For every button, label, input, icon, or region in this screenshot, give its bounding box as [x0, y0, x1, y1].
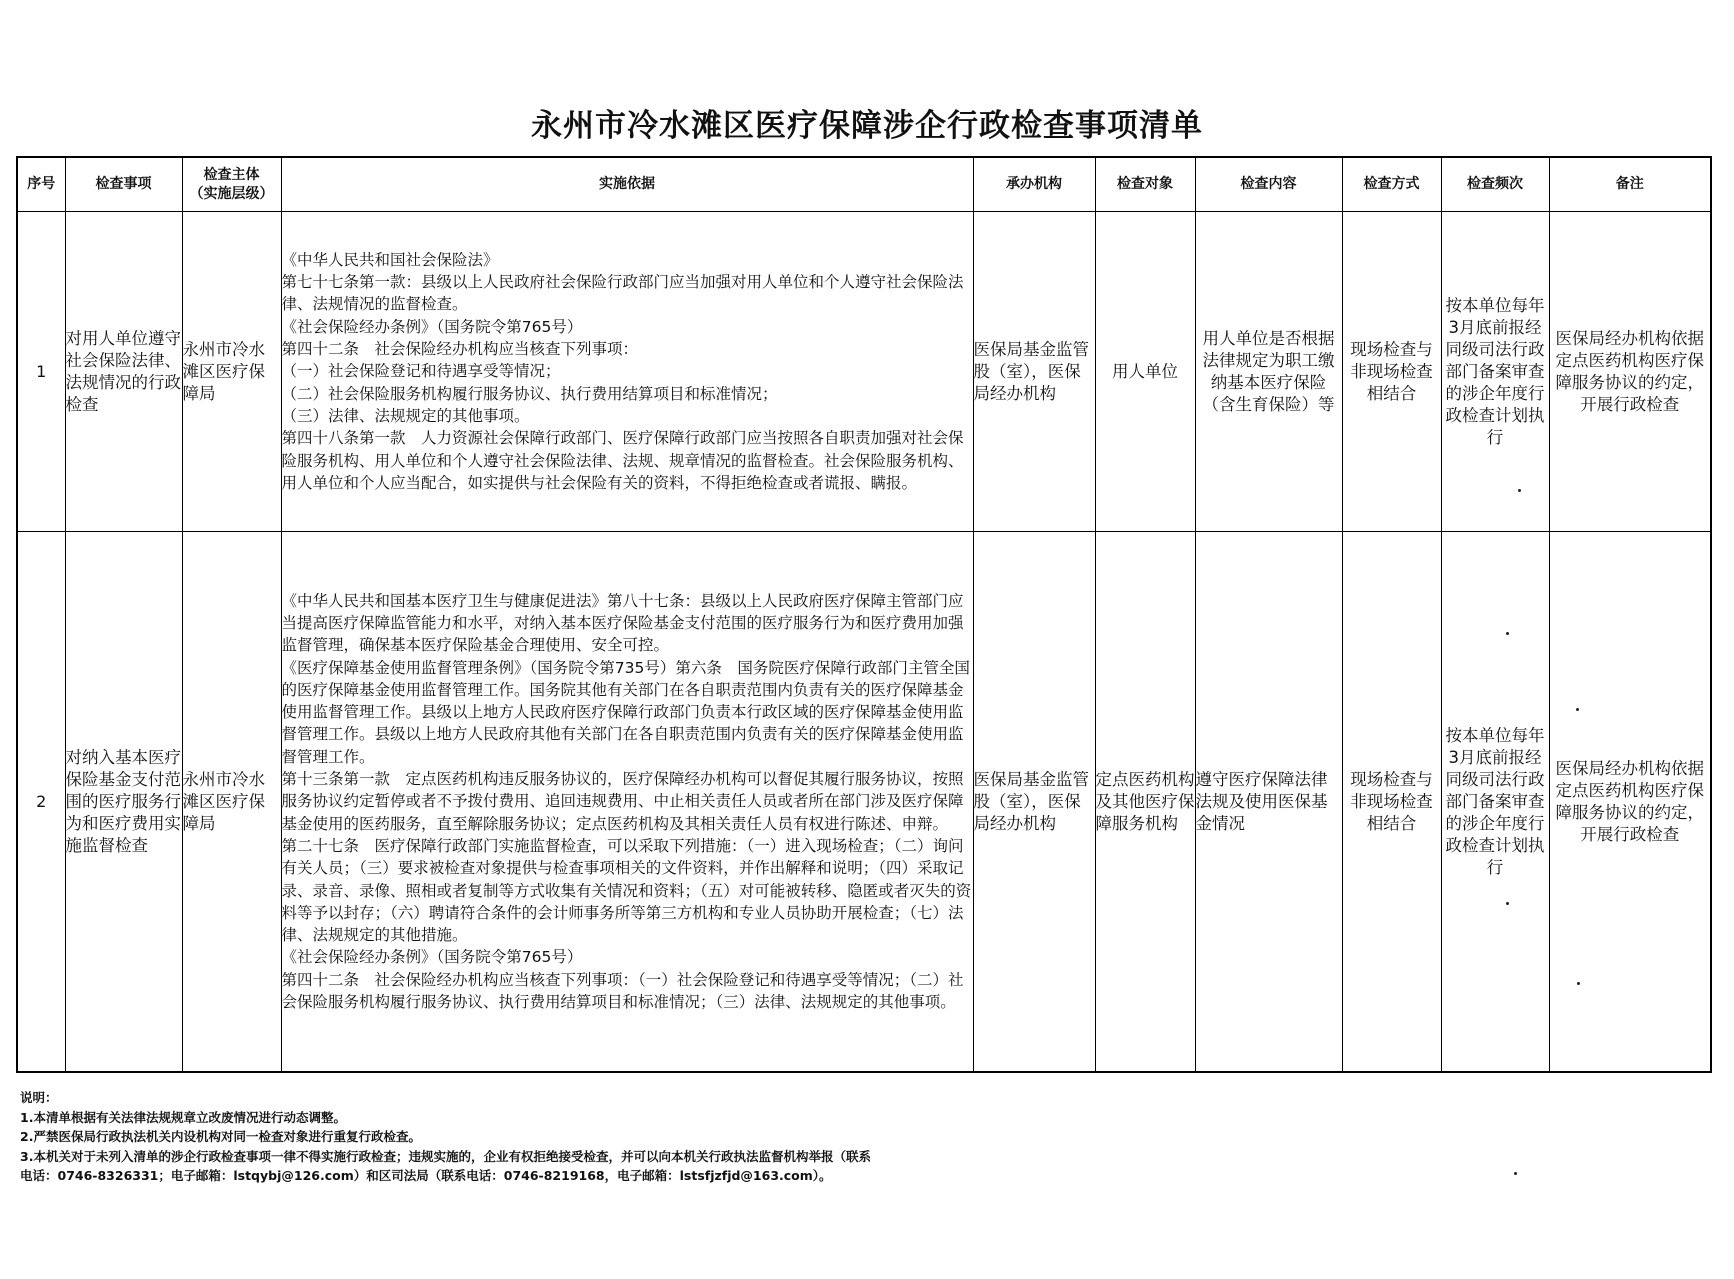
table-row [17, 212, 1711, 532]
note-line: 3.本机关对于未列入清单的涉企行政检查事项一律不得实施行政检查；违规实施的，企业有权拒绝接受检查，并可以向本机关行政执法监督机构举报（联系 [20, 1148, 871, 1164]
row-frequency: 按本单位每年3月底前报经同级司法行政部门备案审查的涉企年度行政检查计划执行 [1441, 532, 1549, 1073]
row-content: 用人单位是否根据法律规定为职工缴纳基本医疗保险（含生育保险）等 [1195, 212, 1342, 532]
row-remark: 医保局经办机构依据定点医药机构医疗保障服务协议的约定，开展行政检查 [1549, 212, 1711, 532]
row-basis [281, 212, 973, 532]
row-frequency: 按本单位每年3月底前报经同级司法行政部门备案审查的涉企年度行政检查计划执行 [1441, 212, 1549, 532]
basis-line: 第四十二条 社会保险经办机构应当核查下列事项：（一）社会保险登记和待遇享受等情况；（二）社会保险服务机构履行服务协议、执行费用结算项目和标准情况；（三）法律、法规规定的其他事项。 [281, 970, 964, 1012]
basis-line: （一）社会保险登记和待遇享受等情况； [281, 362, 561, 381]
row-target: 用人单位 [1095, 212, 1195, 532]
notes-section [20, 1088, 1620, 1186]
row-item: 对纳入基本医疗保险基金支付范围的医疗服务行为和医疗费用实施监督检查 [65, 532, 182, 1073]
basis-line: 第四十二条 社会保险经办机构应当核查下列事项： [281, 340, 639, 359]
note-line: 1.本清单根据有关法律法规规章立改废情况进行动态调整。 [20, 1109, 346, 1125]
header-basis: 实施依据 [281, 157, 973, 212]
basis-line: （三）法律、法规规定的其他事项。 [281, 406, 530, 425]
row-target: 定点医药机构及其他医疗保障服务机构 [1095, 532, 1195, 1073]
row-no: 2 [17, 532, 65, 1073]
row-content: 遵守医疗保障法律法规及使用医保基金情况 [1195, 532, 1342, 1073]
inspection-table [16, 156, 1712, 1073]
row-remark: 医保局经办机构依据定点医药机构医疗保障服务协议的约定，开展行政检查 [1549, 532, 1711, 1073]
basis-line: 《社会保险经办条例》（国务院令第765号） [281, 948, 583, 967]
scan-speck [1576, 708, 1579, 711]
basis-line: 《医疗保障基金使用监督管理条例》（国务院令第735号）第六条 国务院医疗保障行政部门主管全国的医疗保障基金使用监督管理工作。国务院其他有关部门在各自职责范围内负责有关的医疗保障基金使用监督管理工作。县级以上地方人民政府医疗保障行政部门负责本行政区域的医疗保障基金使用监督管理工作。县级以上地方人民政府其他有关部门在各自职责范围内负责有关的医疗保障基金使用监督管理工作。 [281, 658, 970, 766]
scan-speck [1514, 1172, 1517, 1175]
scan-speck [1506, 902, 1509, 905]
basis-line: 第四十八条第一款 人力资源社会保障行政部门、医疗保障行政部门应当按照各自职责加强对社会保险服务机构、用人单位和个人遵守社会保险法律、法规、规章情况的监督检查。社会保险服务机构、用人单位和个人应当配合，如实提供与社会保险有关的资料，不得拒绝检查或者谎报、瞒报。 [281, 429, 964, 492]
row-method: 现场检查与非现场检查相结合 [1342, 212, 1441, 532]
header-item: 检查事项 [65, 157, 182, 212]
basis-line: （二）社会保险服务机构履行服务协议、执行费用结算项目和标准情况； [281, 384, 778, 403]
basis-line: 《中华人民共和国基本医疗卫生与健康促进法》第八十七条：县级以上人民政府医疗保障主管部门应当提高医疗保障监管能力和水平，对纳入基本医疗保险基金支付范围的医疗服务行为和医疗费用加强监督管理，确保基本医疗保险基金合理使用、安全可控。 [281, 591, 964, 655]
scan-speck [1506, 632, 1509, 635]
header-remark: 备注 [1549, 157, 1711, 212]
notes-heading: 说明： [20, 1090, 58, 1105]
scan-speck [1577, 982, 1580, 985]
page-title: 永州市冷水滩区医疗保障涉企行政检查事项清单 [531, 108, 1203, 144]
row-no: 1 [17, 212, 65, 532]
table-header-row [17, 157, 1711, 212]
basis-line: 第十三条第一款 定点医药机构违反服务协议的，医疗保障经办机构可以督促其履行服务协议，按照服务协议约定暂停或者不予拨付费用、追回违规费用、中止相关责任人员或者所在部门涉及医疗保障基金使用的医药服务，直至解除服务协议；定点医药机构及其相关责任人员有权进行陈述、申辩。 [281, 770, 964, 833]
header-frequency: 检查频次 [1441, 157, 1549, 212]
note-line: 电话：0746-8326331；电子邮箱：lstqybj@126.com）和区司法局（联系电话：0746-8219168，电子邮箱：lstsfjzfjd@163.com）。 [20, 1168, 832, 1183]
row-dept: 医保局基金监管股（室），医保局经办机构 [973, 532, 1095, 1073]
header-content: 检查内容 [1195, 157, 1342, 212]
header-method: 检查方式 [1342, 157, 1441, 212]
row-method: 现场检查与非现场检查相结合 [1342, 532, 1441, 1073]
basis-line: 第七十七条第一款：县级以上人民政府社会保险行政部门应当加强对用人单位和个人遵守社会保险法律、法规情况的监督检查。 [281, 273, 964, 314]
row-subject: 永州市冷水滩区医疗保障局 [182, 212, 281, 532]
header-target: 检查对象 [1095, 157, 1195, 212]
row-item: 对用人单位遵守社会保险法律、法规情况的行政检查 [65, 212, 182, 532]
header-dept: 承办机构 [973, 157, 1095, 212]
row-basis [281, 532, 973, 1073]
header-subject-line2: （实施层级） [189, 185, 274, 202]
table-row [17, 532, 1711, 1073]
basis-line: 《中华人民共和国社会保险法》 [281, 250, 499, 269]
header-no: 序号 [17, 157, 65, 212]
basis-line: 第二十七条 医疗保障行政部门实施监督检查，可以采取下列措施：（一）进入现场检查；（二）询问有关人员；（三）要求被检查对象提供与检查事项相关的文件资料，并作出解释和说明；（四）采取记录、录音、录像、照相或者复制等方式收集有关情况和资料；（五）对可能被转移、隐匿或者灭失的资料等予以封存；（六）聘请符合条件的会计师事务所等第三方机构和专业人员协助开展检查；（七）法律、法规规定的其他措施。 [281, 836, 972, 945]
row-subject: 永州市冷水滩区医疗保障局 [182, 532, 281, 1073]
row-dept: 医保局基金监管股（室），医保局经办机构 [973, 212, 1095, 532]
scan-speck [1518, 489, 1521, 492]
note-line: 2.严禁医保局行政执法机关内设机构对同一检查对象进行重复行政检查。 [20, 1129, 421, 1144]
basis-line: 《社会保险经办条例》（国务院令第765号） [281, 317, 583, 336]
header-subject [182, 157, 281, 212]
header-subject-line1: 检查主体 [203, 166, 260, 183]
